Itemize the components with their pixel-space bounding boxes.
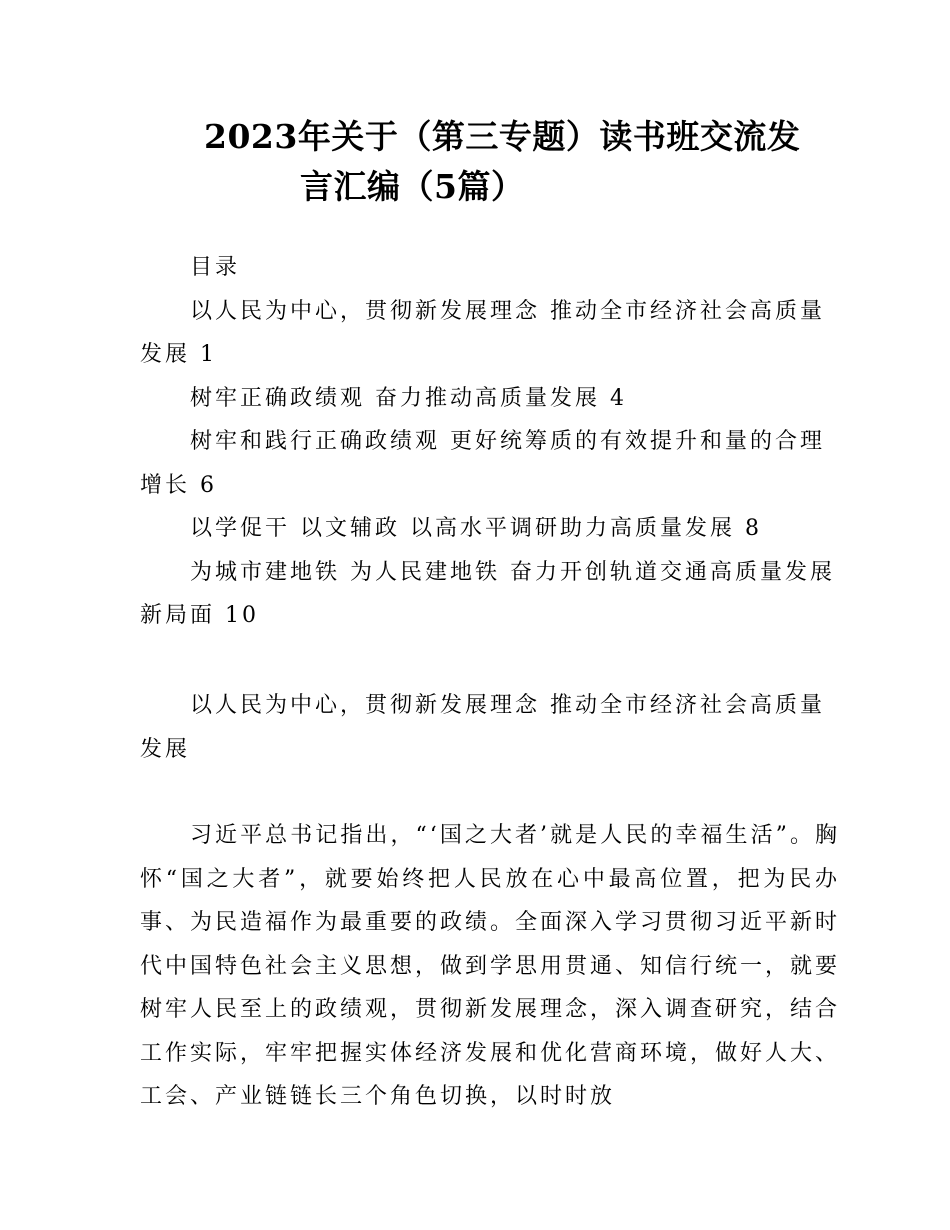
toc-item: 为城市建地铁 为人民建地铁 奋力开创轨道交通高质量发展新局面 10: [140, 559, 835, 628]
body-text-block: [140, 814, 840, 1119]
section-heading: 以人民为中心，贯彻新发展理念 推动全市经济社会高质量发展: [140, 693, 825, 762]
toc-item: 以学促干 以文辅政 以高水平调研助力高质量发展 8: [190, 516, 762, 541]
body-paragraph: 习近平总书记指出，“‘国之大者’就是人民的幸福生活”。胸怀“国之大者”，就要始终把人民放在心中最高位置，把为民办事、为民造福作为最重要的政绩。全面深入学习贯彻习近平新时代中国特色社会主义思想，做到学思用贯通、知信行统一，就要树牢人民至上的政绩观，贯彻新发展理念，深入调查研究，结合工作实际，牢牢把握实体经济发展和优化营商环境，做好人大、工会、产业链链长三个角色切换，以时时放: [140, 823, 841, 1109]
document-title: [140, 112, 830, 212]
title-line-2: 言汇编（5篇）: [300, 167, 525, 206]
toc-label: 目录: [190, 255, 241, 280]
toc-item: 以人民为中心，贯彻新发展理念 推动全市经济社会高质量发展 1: [140, 298, 825, 367]
section-heading-block: [140, 684, 840, 772]
toc-item: 树牢正确政绩观 奋力推动高质量发展 4: [190, 385, 627, 411]
title-line-1: 2023年关于（第三专题）读书班交流发: [204, 117, 801, 156]
table-of-contents: [140, 246, 840, 638]
toc-item: 树牢和践行正确政绩观 更好统筹质的有效提升和量的合理增长 6: [140, 429, 825, 498]
